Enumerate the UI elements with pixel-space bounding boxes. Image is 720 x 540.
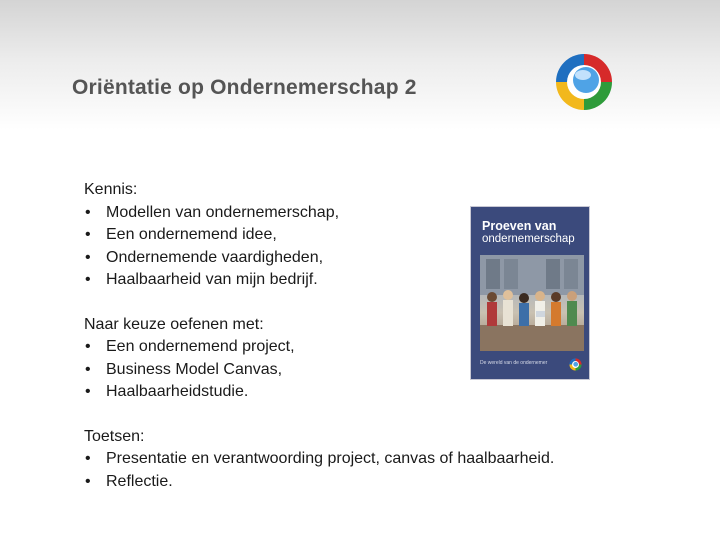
section-heading: Toetsen: (84, 427, 145, 445)
book-cover-photo (480, 255, 584, 351)
list-item: • Haalbaarheid van mijn bedrijf. (84, 269, 664, 292)
book-footer (471, 351, 589, 379)
book-tagline: De wereld van de ondernemer (480, 360, 548, 366)
list-item: • Modellen van ondernemerschap, (84, 202, 664, 225)
toetsen-section (84, 426, 664, 494)
list-item: • Haalbaarheidstudie. (84, 381, 664, 404)
slide-title: Oriëntatie op Ondernemerschap 2 (72, 76, 417, 99)
book-subtitle: ondernemerschap (482, 233, 575, 245)
students-photo-icon (480, 255, 584, 351)
list-item: • Een ondernemend project, (84, 336, 664, 359)
book-title: Proeven van (482, 219, 557, 233)
book-cover-image (471, 207, 589, 379)
list-item: • Ondernemende vaardigheden, (84, 247, 664, 270)
circular-logo-icon (554, 52, 614, 112)
list-item: • Reflectie. (84, 471, 664, 494)
list-item: • Business Model Canvas, (84, 359, 664, 382)
circular-logo-icon (569, 358, 582, 371)
bullet-list (84, 448, 664, 493)
section-heading: Naar keuze oefenen met: (84, 315, 264, 333)
section-heading: Kennis: (84, 181, 138, 198)
list-item: • Presentatie en verantwoording project, canvas of haalbaarheid. (84, 448, 664, 471)
list-item: • Een ondernemend idee, (84, 224, 664, 247)
